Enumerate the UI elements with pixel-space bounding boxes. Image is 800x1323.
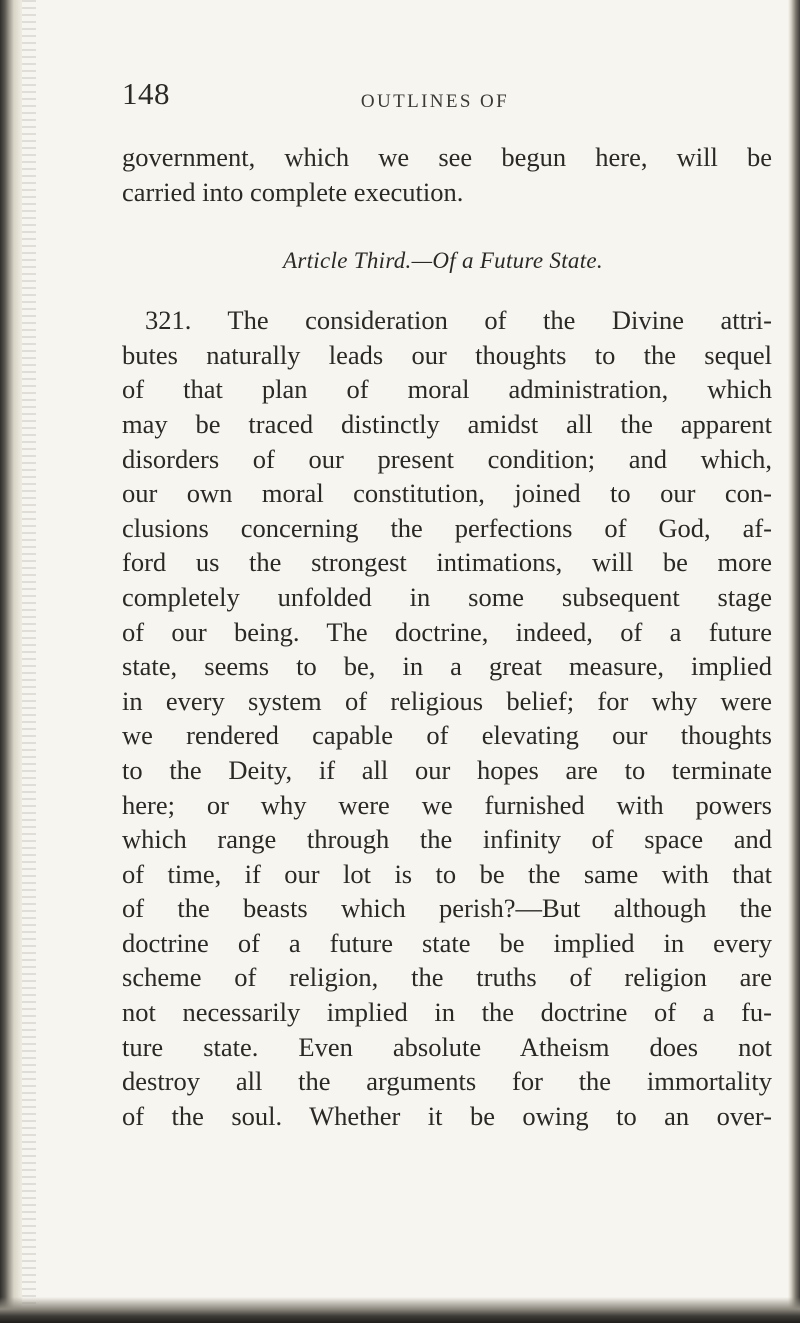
running-head: OUTLINES OF xyxy=(360,91,510,112)
text-line: clusions concerning the perfections of God, af- xyxy=(122,512,772,543)
text-line: state, seems to be, in a great measure, implied xyxy=(122,651,772,682)
page-number: 148 xyxy=(122,76,170,111)
section-heading: Article Third.—Of a Future State. xyxy=(283,248,603,274)
text-line: completely unfolded in some subsequent stage xyxy=(122,581,772,612)
text-line: our own moral constitution, joined to our con- xyxy=(122,478,772,509)
body-text xyxy=(122,140,772,1133)
binding-edge xyxy=(0,0,22,1323)
text-line: not necessarily implied in the doctrine of a fu- xyxy=(122,997,772,1028)
text-line: of time, if our lot is to be the same with that xyxy=(122,858,772,889)
text-line: here; or why were we furnished with powers xyxy=(122,789,772,820)
text-line: disorders of our present condition; and which, xyxy=(122,443,772,474)
text-line: destroy all the arguments for the immortality xyxy=(122,1066,772,1097)
page-bottom-edge xyxy=(0,1297,800,1323)
text-line: to the Deity, if all our hopes are to terminate xyxy=(122,754,772,785)
text-line: which range through the infinity of space and xyxy=(122,824,772,855)
text-line: ford us the strongest intimations, will be more xyxy=(122,547,772,578)
text-line: government, which we see begun here, will be xyxy=(122,142,772,172)
text-line: of the soul. Whether it be owing to an over- xyxy=(122,1100,772,1131)
text-line: may be traced distinctly amidst all the apparent xyxy=(122,408,772,439)
text-line: doctrine of a future state be implied in every xyxy=(122,927,772,958)
text-line: in every system of religious belief; for why were xyxy=(122,685,772,716)
text-line: carried into complete execution. xyxy=(122,176,464,207)
text-line: ture state. Even absolute Atheism does not xyxy=(122,1031,772,1062)
text-line: of that plan of moral administration, which xyxy=(122,374,772,405)
text-line: we rendered capable of elevating our thoughts xyxy=(122,720,772,751)
text-line: 321. The consideration of the Divine attri- xyxy=(145,305,772,336)
text-line: scheme of religion, the truths of religion are xyxy=(122,962,772,993)
text-line: of the beasts which perish?—But although the xyxy=(122,893,772,924)
binding-shadow xyxy=(22,0,36,1323)
text-line: of our being. The doctrine, indeed, of a future xyxy=(122,616,772,647)
text-line: butes naturally leads our thoughts to the sequel xyxy=(122,339,772,370)
page-right-edge xyxy=(788,0,800,1323)
